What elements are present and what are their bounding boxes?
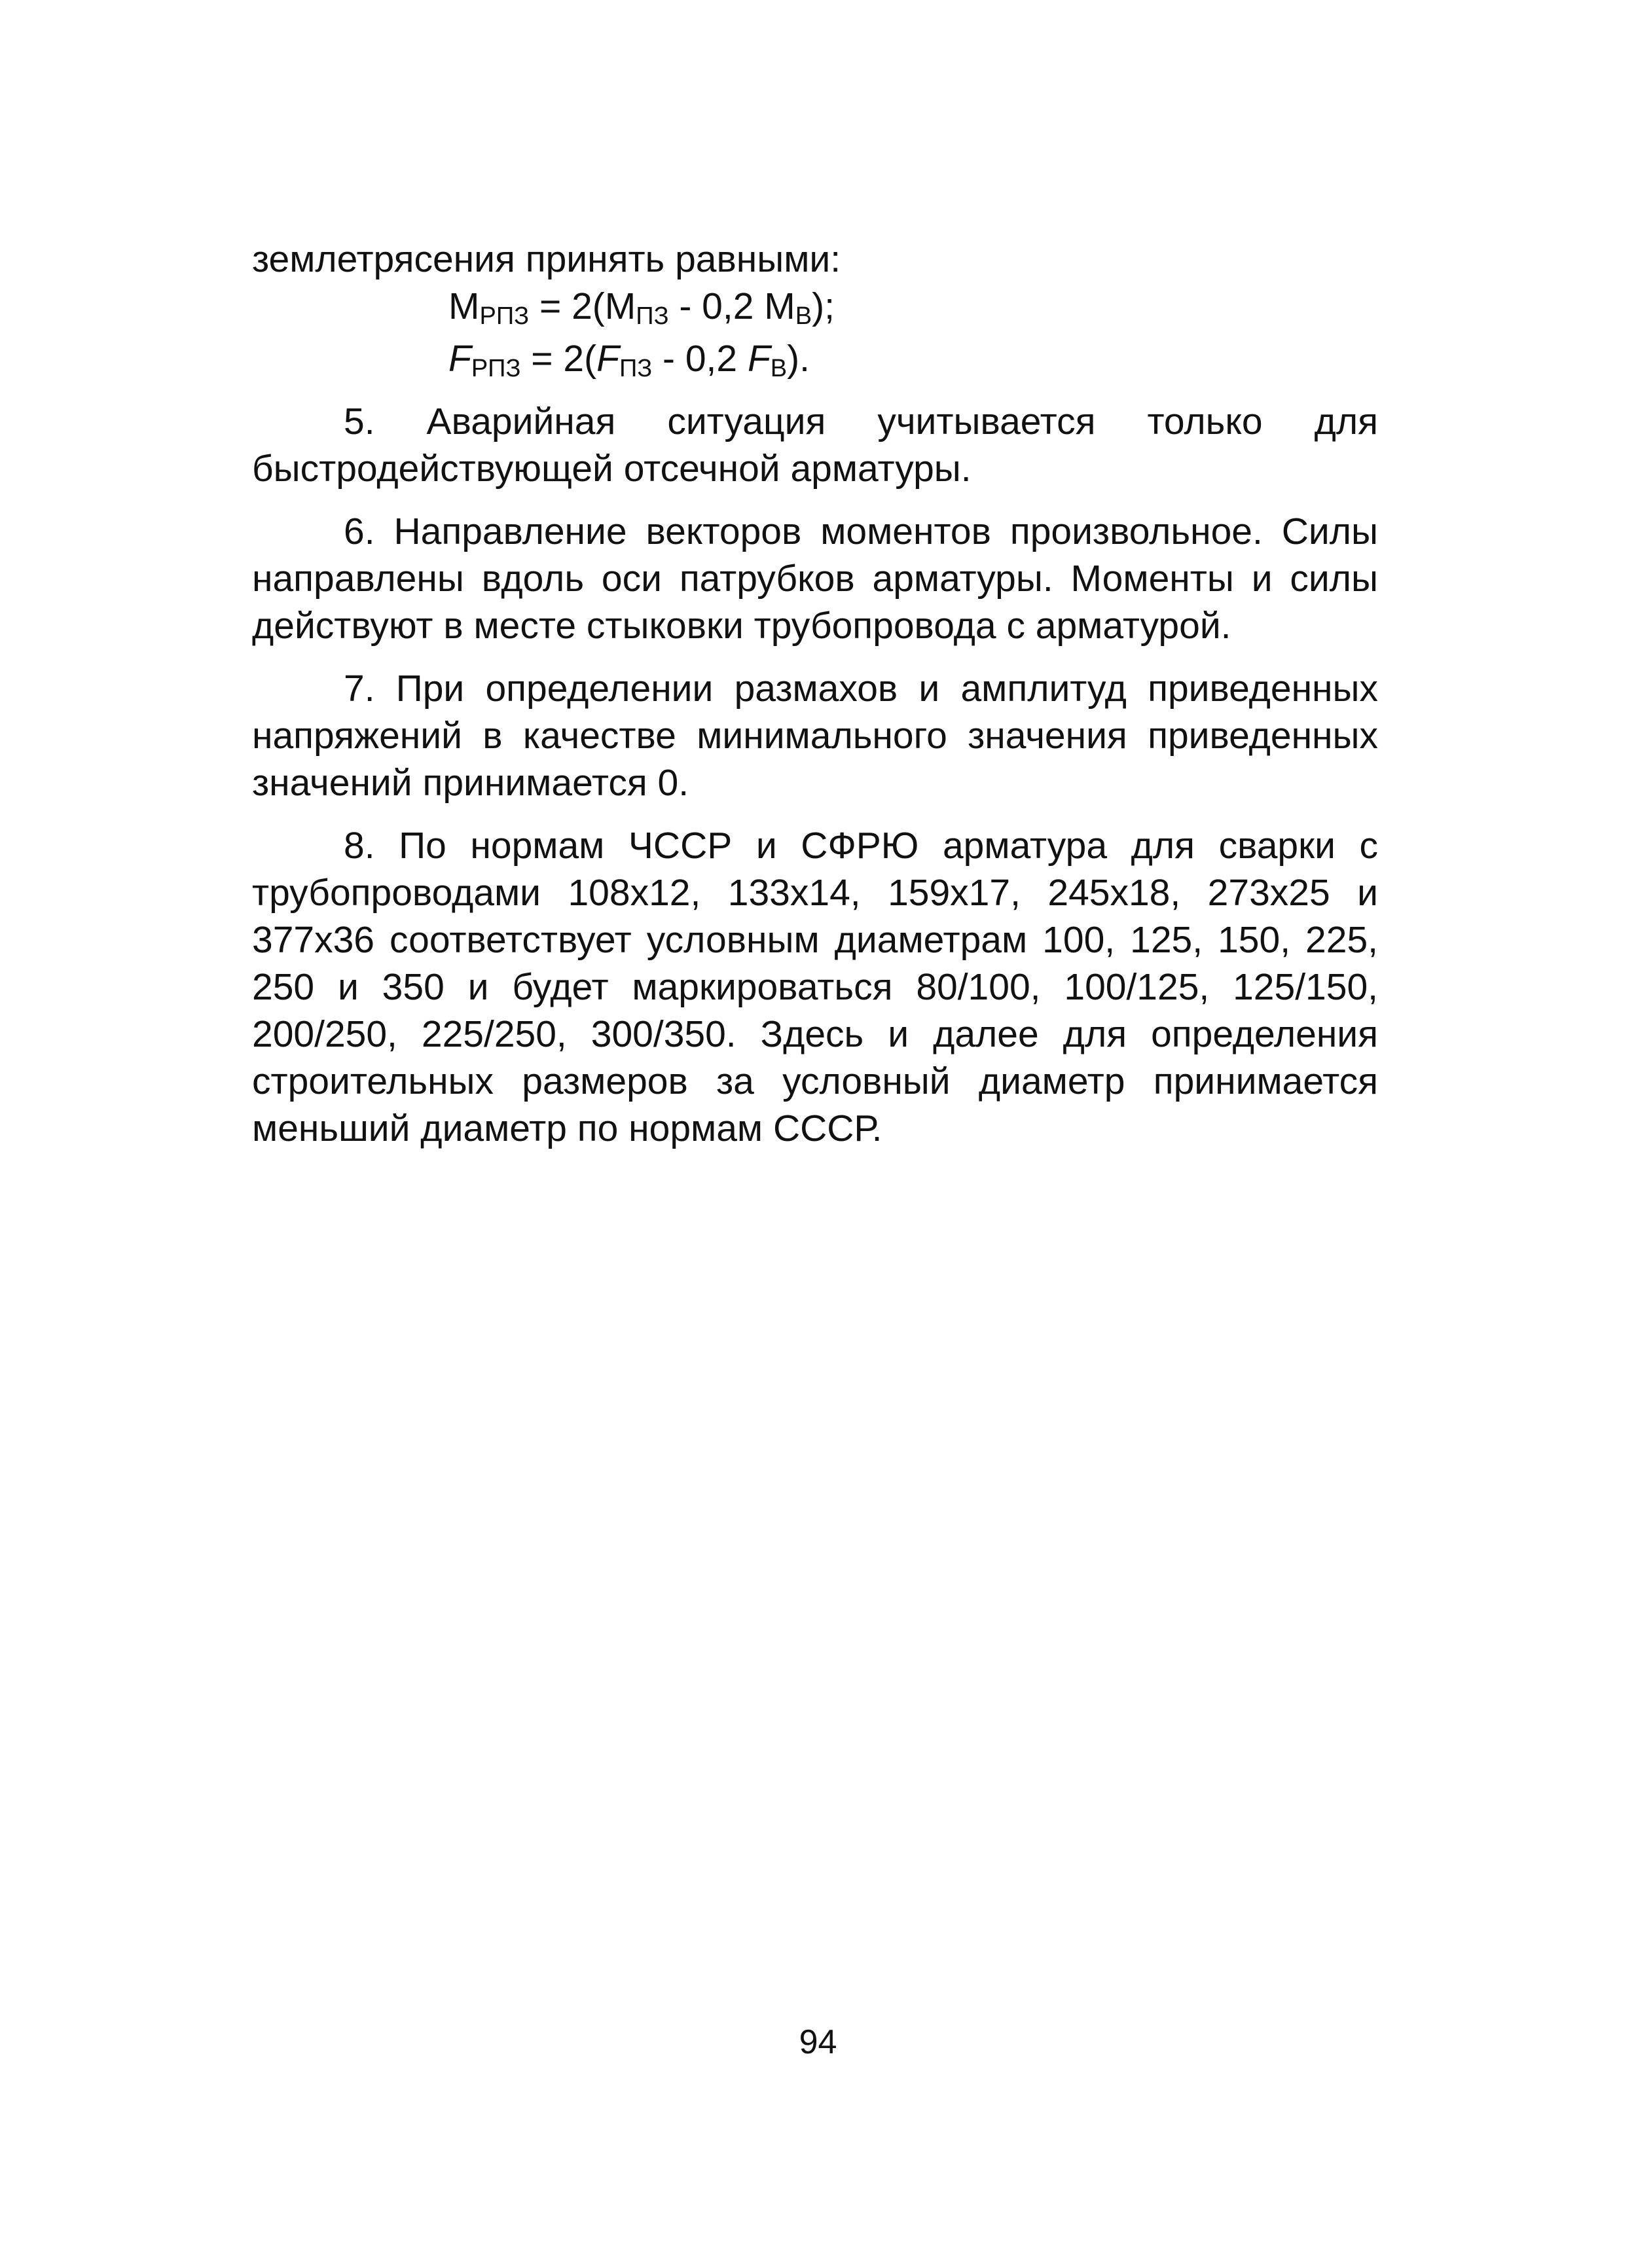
formula-moment-a-symbol: M xyxy=(604,285,636,327)
formula-moment-b-sub: B xyxy=(795,302,812,330)
formula-force xyxy=(252,335,1378,382)
body-text xyxy=(252,236,1378,1152)
paragraph-7: 7. При определении размахов и амплитуд приведенных напряжений в качестве минимального значения приведенных значений принимается 0. xyxy=(252,668,1378,804)
formula-force-close: ). xyxy=(787,338,810,380)
formula-moment-eq-open: = 2( xyxy=(529,285,605,327)
formula-moment-middle: - 0,2 xyxy=(668,285,765,327)
formula-force-eq-open: = 2( xyxy=(520,338,597,380)
formula-force-lhs-sub: РПЗ xyxy=(471,355,521,382)
paragraph-6: 6. Направление векторов моментов произвольное. Силы направлены вдоль оси патрубков арматуры. Моменты и силы действуют в месте стыковки трубопровода с арматурой. xyxy=(252,511,1378,647)
page-number: 94 xyxy=(799,2023,837,2061)
formula-moment-a-sub: ПЗ xyxy=(636,302,669,330)
intro-line: землетрясения принять равными: xyxy=(252,238,841,280)
formula-moment xyxy=(252,283,1378,330)
formula-force-middle: - 0,2 xyxy=(652,338,748,380)
formula-force-b-symbol: F xyxy=(747,338,771,380)
formula-force-a-sub: ПЗ xyxy=(619,355,653,382)
formula-force-a-symbol: F xyxy=(596,338,619,380)
formula-force-lhs-symbol: F xyxy=(448,338,471,380)
paragraph-8: 8. По нормам ЧССР и СФРЮ арматура для сварки с трубопроводами 108х12, 133х14, 159х17, 245х18, 273х25 и 377х36 соответствует условным диаметрам 100, 125, 150, 225, 250 и 350 и будет маркироваться 80/100, 100/125, 125/150, 200/250, 225/250, 300/350. Здесь и далее для определения строительных размеров за условный диаметр принимается меньший диаметр по нормам СССР. xyxy=(252,825,1378,1149)
formula-moment-b-symbol: M xyxy=(764,285,795,327)
formula-moment-lhs-symbol: M xyxy=(448,285,480,327)
formula-moment-close: ); xyxy=(812,285,835,327)
formula-force-b-sub: B xyxy=(770,355,788,382)
paragraph-5: 5. Аварийная ситуация учитывается только для быстродействующей отсечной арматуры. xyxy=(252,401,1378,490)
formula-moment-lhs-sub: РПЗ xyxy=(479,302,530,330)
